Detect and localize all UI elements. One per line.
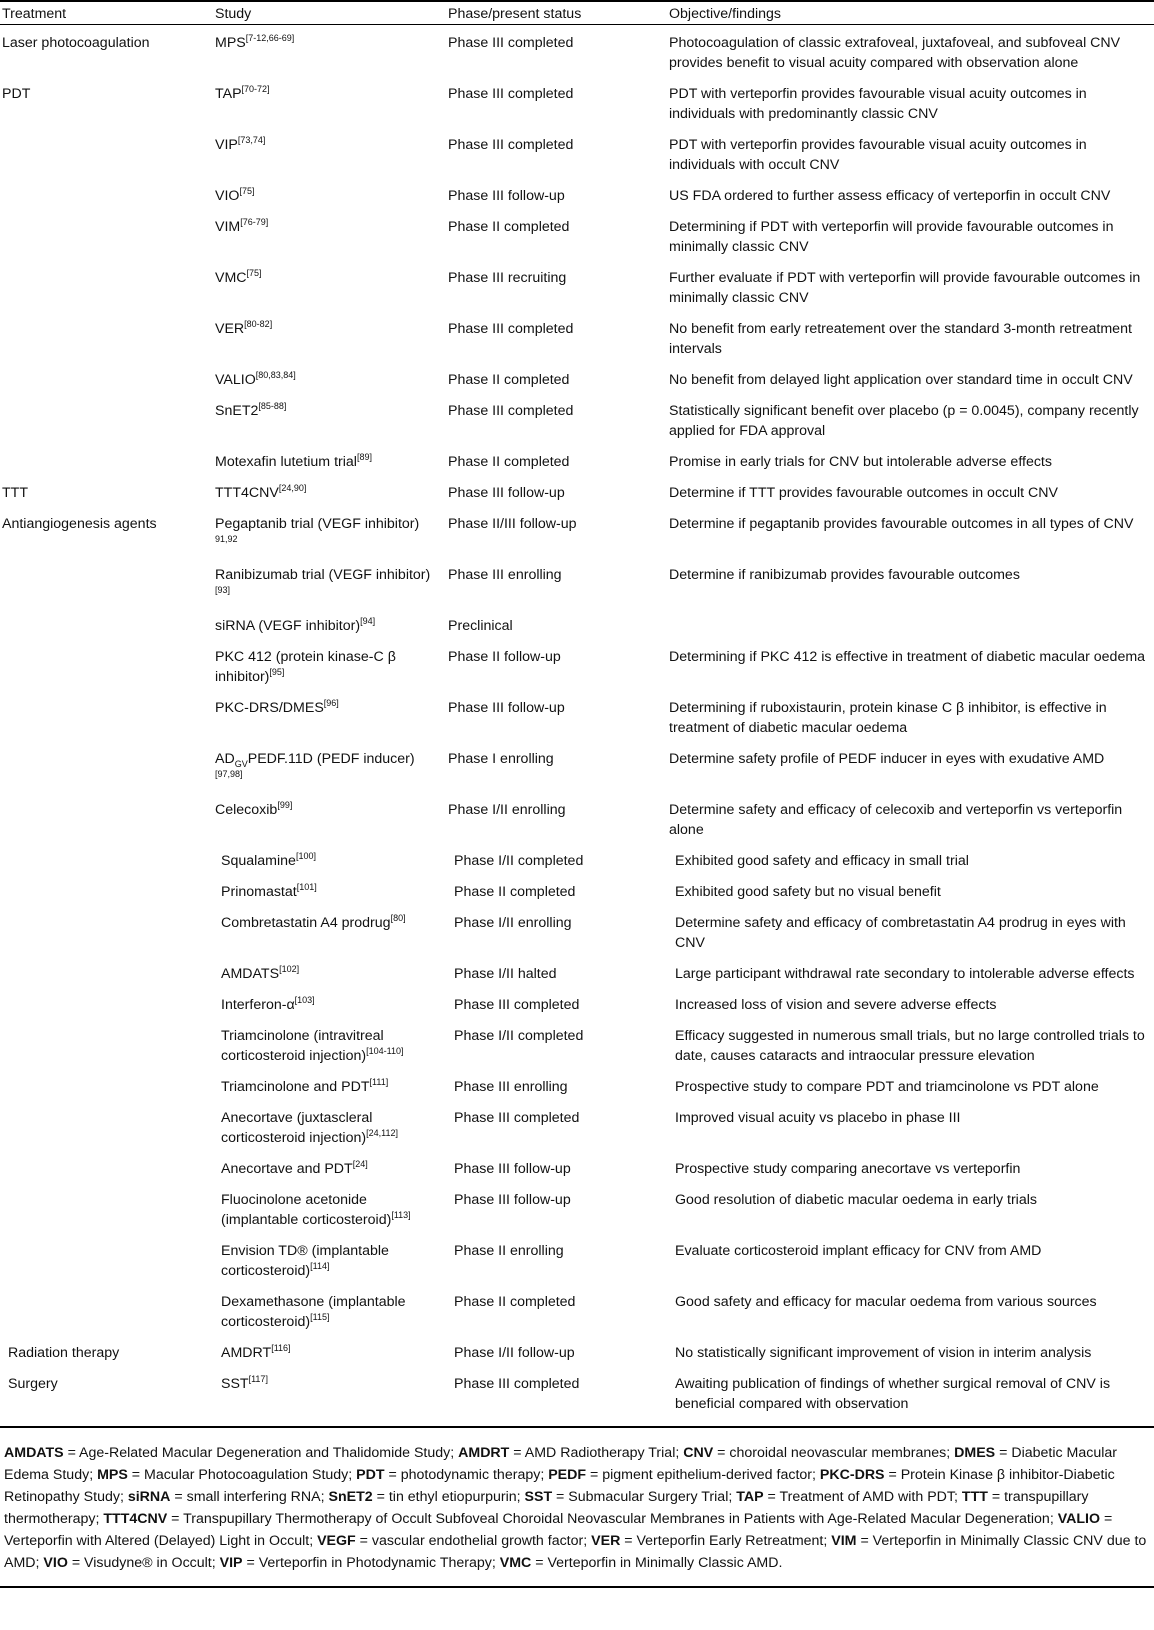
- abbreviation-term: VMC: [499, 1555, 532, 1571]
- cell-findings: Determine if ranibizumab provides favourable outcomes: [669, 567, 1020, 583]
- cell-status: Phase III completed: [454, 997, 580, 1013]
- abbreviation-term: MPS: [97, 1467, 128, 1483]
- study-name: TAP: [215, 86, 242, 102]
- cell-findings: No benefit from early retreatement over the standard 3-month retreatment intervals: [669, 321, 1132, 357]
- cell-treatment: [0, 212, 213, 263]
- table-row: [0, 509, 1154, 560]
- table-row: [0, 693, 1154, 744]
- cell-findings: Large participant withdrawal rate secondary to intolerable adverse effects: [675, 966, 1135, 982]
- table-row: [0, 611, 1154, 642]
- abbreviation-term: TAP: [736, 1489, 764, 1505]
- reference-superscript: [102]: [279, 964, 300, 974]
- cell-findings: Determine safety and efficacy of combretastatin A4 prodrug in eyes with CNV: [675, 915, 1126, 951]
- cell-study: [213, 478, 446, 509]
- cell-treatment: [0, 744, 213, 795]
- abbreviation-term: VEGF: [317, 1533, 356, 1549]
- cell-status: Phase III follow-up: [448, 188, 565, 204]
- abbreviation-definition: small interfering RNA: [186, 1489, 321, 1505]
- cell-treatment: Surgery: [8, 1376, 58, 1392]
- reference-superscript: [101]: [296, 882, 317, 892]
- reference-superscript: [94]: [360, 616, 376, 626]
- cell-study: [213, 314, 446, 365]
- cell-status: Phase III follow-up: [454, 1161, 571, 1177]
- cell-study: [213, 212, 446, 263]
- study-name: Fluocinolone acetonide (implantable corticosteroid): [221, 1192, 392, 1228]
- reference-superscript: [117]: [248, 1374, 268, 1384]
- table-row: [0, 877, 1154, 908]
- abbreviation-definition: Verteporfin Early Retreatment: [636, 1533, 824, 1549]
- table-row: [0, 79, 1154, 130]
- study-name: AMDATS: [221, 966, 280, 982]
- cell-findings: Good safety and efficacy for macular oedema from various sources: [675, 1294, 1097, 1310]
- cell-treatment: [0, 1236, 213, 1287]
- cell-study: [213, 693, 446, 744]
- abbreviation-definition: transpupillary thermotherapy: [4, 1489, 1089, 1527]
- study-name: Squalamine: [221, 853, 296, 869]
- study-name: Envision TD® (implantable corticosteroid): [221, 1243, 389, 1279]
- abbreviation-term: AMDRT: [458, 1445, 510, 1461]
- abbreviation-term: VIM: [831, 1533, 857, 1549]
- table-row: [0, 25, 1154, 80]
- cell-treatment: [0, 1154, 213, 1185]
- table-row: [0, 1021, 1154, 1072]
- study-name: SST: [221, 1376, 249, 1392]
- cell-treatment: [0, 693, 213, 744]
- cell-status: Phase II follow-up: [448, 649, 561, 665]
- abbreviation-definition: vascular endothelial growth factor: [371, 1533, 584, 1549]
- study-name: siRNA (VEGF inhibitor): [215, 618, 361, 634]
- cell-status: Phase II enrolling: [454, 1243, 564, 1259]
- abbreviation-definition: tin ethyl etiopurpurin: [388, 1489, 517, 1505]
- cell-treatment: [0, 795, 213, 846]
- cell-study: [213, 642, 446, 693]
- abbreviation-definition: Protein Kinase β inhibitor-Diabetic Retinopathy Study: [4, 1467, 1115, 1505]
- header-study: Study: [213, 1, 446, 25]
- table-row: [0, 990, 1154, 1021]
- cell-study: [213, 744, 446, 795]
- reference-superscript: [116]: [271, 1343, 291, 1353]
- table-row: [0, 212, 1154, 263]
- study-name: Prinomastat: [221, 884, 297, 900]
- cell-study: [213, 1287, 446, 1338]
- cell-study: [213, 959, 446, 990]
- cell-treatment: [0, 1185, 213, 1236]
- table-row: [0, 642, 1154, 693]
- header-row: [0, 1, 1154, 25]
- cell-findings: Evaluate corticosteroid implant efficacy for CNV from AMD: [675, 1243, 1042, 1259]
- cell-findings: PDT with verteporfin provides favourable visual acuity outcomes in individuals with predominantly classic CNV: [669, 86, 1087, 122]
- cell-study: [213, 130, 446, 181]
- cell-study: [213, 990, 446, 1021]
- cell-findings: Determining if PDT with verteporfin will provide favourable outcomes in minimally classic CNV: [669, 219, 1114, 255]
- cell-status: Phase III follow-up: [448, 700, 565, 716]
- cell-treatment: [0, 877, 213, 908]
- cell-status: Phase I/II enrolling: [454, 915, 572, 931]
- table-row: [0, 959, 1154, 990]
- cell-findings: Determining if ruboxistaurin, protein kinase C β inhibitor, is effective in treatment of diabetic macular oedema: [669, 700, 1107, 736]
- cell-findings: Awaiting publication of findings of whether surgical removal of CNV is beneficial compared with observation: [675, 1376, 1111, 1412]
- cell-findings: Photocoagulation of classic extrafoveal, juxtafoveal, and subfoveal CNV provides benefit to visual acuity compared with observation alone: [669, 35, 1121, 71]
- abbreviation-definition: Verteporfin with Altered (Delayed) Light in Occult: [4, 1533, 310, 1549]
- reference-superscript: [73,74]: [237, 135, 266, 145]
- table-row: [0, 1287, 1154, 1338]
- abbreviations-footnote: AMDATS = Age-Related Macular Degeneration and Thalidomide Study; AMDRT = AMD Radiotherapy Trial; CNV = choroidal neovascular membranes; DMES = Diabetic Macular Edema Study; MPS = Macular Photocoagulation Study; PDT = photodynamic therapy; PEDF = pigment epithelium-derived factor; PKC-DRS = Protein Kinase β inhibitor-Diabetic Retinopathy Study; siRNA = small interfering RNA; SnET2 = tin ethyl etiopurpurin; SST = Submacular Surgery Trial; TAP = Treatment of AMD with PDT; TTT = transpupillary thermotherapy; TTT4CNV = Transpupillary Thermotherapy of Occult Subfoveal Choroidal Neovascular Membranes in Patients with Age-Related Macular Degeneration; VALIO = Verteporfin with Altered (Delayed) Light in Occult; VEGF = vascular endothelial growth factor; VER = Verteporfin Early Retreatment; VIM = Verteporfin in Minimally Classic CNV due to AMD; VIO = Visudyne® in Occult; VIP = Verteporfin in Photodynamic Therapy; VMC = Verteporfin in Minimally Classic AMD.: [0, 1428, 1154, 1588]
- reference-superscript: [85-88]: [258, 401, 287, 411]
- cell-findings: PDT with verteporfin provides favourable visual acuity outcomes in individuals with occult CNV: [669, 137, 1087, 173]
- cell-status: Phase III completed: [448, 86, 574, 102]
- reference-superscript: [76-79]: [240, 217, 269, 227]
- cell-findings: Promise in early trials for CNV but intolerable adverse effects: [669, 454, 1052, 470]
- study-name: VIM: [215, 219, 241, 235]
- reference-superscript: [104-110]: [366, 1046, 404, 1056]
- reference-superscript: [115]: [310, 1312, 330, 1322]
- cell-status: Phase III completed: [454, 1376, 580, 1392]
- abbreviation-definition: Transpupillary Thermotherapy of Occult Subfoveal Choroidal Neovascular Membranes in Patients with Age-Related Macular Degeneration: [183, 1511, 1050, 1527]
- abbreviation-definition: Verteporfin in Minimally Classic AMD.: [547, 1555, 783, 1571]
- cell-treatment: [0, 1287, 213, 1338]
- cell-treatment: [0, 365, 213, 396]
- cell-findings: Determine if pegaptanib provides favourable outcomes in all types of CNV: [669, 516, 1134, 532]
- cell-study: [213, 1154, 446, 1185]
- cell-study: [213, 1103, 446, 1154]
- table-row: [0, 1236, 1154, 1287]
- reference-superscript: [114]: [310, 1261, 330, 1271]
- cell-status: Phase II completed: [448, 454, 570, 470]
- study-name: TTT4CNV: [215, 485, 279, 501]
- cell-status: Phase III follow-up: [448, 485, 565, 501]
- cell-study: [213, 1369, 446, 1420]
- cell-study: [213, 447, 446, 478]
- cell-status: Phase I/II enrolling: [448, 802, 566, 818]
- cell-study: [213, 611, 446, 642]
- cell-status: Phase I/II completed: [454, 853, 584, 869]
- table-row: [0, 1154, 1154, 1185]
- cell-findings: No statistically significant improvement of vision in interim analysis: [675, 1345, 1092, 1361]
- abbreviation-term: siRNA: [127, 1489, 171, 1505]
- abbreviation-definition: Treatment of AMD with PDT: [779, 1489, 955, 1505]
- cell-status: Phase II completed: [448, 219, 570, 235]
- study-name: SnET2: [215, 403, 259, 419]
- study-name: VIP: [215, 137, 238, 153]
- abbreviation-definition: Submacular Surgery Trial: [568, 1489, 729, 1505]
- reference-superscript: 91,92: [215, 534, 238, 544]
- table-row: [0, 314, 1154, 365]
- study-name: Interferon-α: [221, 997, 295, 1013]
- table-row: [0, 744, 1154, 795]
- abbreviation-definition: Age-Related Macular Degeneration and Thalidomide Study: [79, 1445, 451, 1461]
- reference-superscript: [111]: [369, 1077, 389, 1087]
- cell-study: [213, 877, 446, 908]
- cell-status: Phase I/II follow-up: [454, 1345, 575, 1361]
- reference-superscript: [100]: [295, 851, 316, 861]
- reference-superscript: [80,83,84]: [255, 370, 296, 380]
- cell-status: Phase II completed: [454, 1294, 576, 1310]
- cell-status: Phase I/II completed: [454, 1028, 584, 1044]
- study-subscript: GV: [234, 758, 248, 769]
- cell-study: [213, 365, 446, 396]
- cell-treatment: PDT: [2, 86, 31, 102]
- reference-superscript: [95]: [269, 667, 285, 677]
- abbreviation-term: AMDATS: [4, 1445, 64, 1461]
- cell-status: Phase III recruiting: [448, 270, 567, 286]
- cell-findings: Prospective study comparing anecortave vs verteporfin: [675, 1161, 1021, 1177]
- study-name: Celecoxib: [215, 802, 278, 818]
- cell-status: Phase III completed: [448, 35, 574, 51]
- abbreviation-term: VIO: [43, 1555, 68, 1571]
- cell-study: [213, 263, 446, 314]
- cell-findings: Determining if PKC 412 is effective in treatment of diabetic macular oedema: [669, 649, 1146, 665]
- cell-findings: Exhibited good safety and efficacy in small trial: [675, 853, 969, 869]
- cell-status: Phase III enrolling: [454, 1079, 568, 1095]
- table-row: [0, 1072, 1154, 1103]
- cell-findings: Determine safety and efficacy of celecoxib and verteporfin vs verteporfin alone: [669, 802, 1123, 838]
- cell-findings: Determine if TTT provides favourable outcomes in occult CNV: [669, 485, 1059, 501]
- cell-study: [213, 908, 446, 959]
- cell-study: [213, 846, 446, 877]
- table-body: [0, 25, 1154, 1421]
- study-name: VER: [215, 321, 245, 337]
- reference-superscript: [113]: [391, 1210, 411, 1220]
- cell-study: [213, 560, 446, 611]
- cell-status: Phase III completed: [454, 1110, 580, 1126]
- cell-study: [213, 181, 446, 212]
- study-name: PKC 412 (protein kinase-C β inhibitor): [215, 649, 396, 685]
- table-row: [0, 130, 1154, 181]
- table-row: [0, 263, 1154, 314]
- cell-status: Phase II completed: [448, 372, 570, 388]
- study-name: Triamcinolone and PDT: [221, 1079, 370, 1095]
- cell-treatment: [0, 611, 213, 642]
- cell-treatment: [0, 990, 213, 1021]
- abbreviation-term: VIP: [219, 1555, 243, 1571]
- cell-treatment: [0, 846, 213, 877]
- reference-superscript: [75]: [239, 186, 255, 196]
- cell-findings: Improved visual acuity vs placebo in phase III: [675, 1110, 961, 1126]
- abbreviation-definition: Verteporfin in Photodynamic Therapy: [258, 1555, 492, 1571]
- abbreviation-definition: AMD Radiotherapy Trial: [524, 1445, 676, 1461]
- cell-findings: Prospective study to compare PDT and triamcinolone vs PDT alone: [675, 1079, 1099, 1095]
- table-row: [0, 795, 1154, 846]
- study-name: Combretastatin A4 prodrug: [221, 915, 391, 931]
- table-row: [0, 478, 1154, 509]
- reference-superscript: [24,90]: [278, 483, 307, 493]
- cell-status: Phase III completed: [448, 403, 574, 419]
- abbreviation-definition: pigment epithelium-derived factor: [602, 1467, 812, 1483]
- cell-treatment: [0, 447, 213, 478]
- cell-findings: Exhibited good safety but no visual benefit: [675, 884, 941, 900]
- table-row: [0, 908, 1154, 959]
- table-row: [0, 846, 1154, 877]
- cell-findings: Further evaluate if PDT with verteporfin will provide favourable outcomes in minimally classic CNV: [669, 270, 1141, 306]
- cell-status: Phase III completed: [448, 321, 574, 337]
- table-row: [0, 365, 1154, 396]
- study-name: Triamcinolone (intravitreal corticosteroid injection): [221, 1028, 384, 1064]
- reference-superscript: [93]: [215, 585, 231, 595]
- cell-treatment: [0, 396, 213, 447]
- study-prefix: AD: [215, 751, 235, 767]
- abbreviation-definition: photodynamic therapy: [400, 1467, 541, 1483]
- header-status: Phase/present status: [446, 1, 667, 25]
- abbreviation-term: SnET2: [328, 1489, 373, 1505]
- cell-findings: Increased loss of vision and severe adverse effects: [675, 997, 997, 1013]
- cell-treatment: [0, 908, 213, 959]
- abbreviation-definition: Diabetic Macular Edema Study: [4, 1445, 1117, 1483]
- cell-treatment: [0, 1021, 213, 1072]
- reference-superscript: [80]: [390, 913, 406, 923]
- study-name: Anecortave and PDT: [221, 1161, 353, 1177]
- reference-superscript: [7-12,66-69]: [245, 33, 295, 43]
- abbreviation-term: PDT: [356, 1467, 385, 1483]
- abbreviation-term: CNV: [683, 1445, 714, 1461]
- cell-treatment: [0, 959, 213, 990]
- table-header: [0, 1, 1154, 25]
- table-row: [0, 1369, 1154, 1420]
- table-row: [0, 560, 1154, 611]
- cell-treatment: [0, 642, 213, 693]
- abbreviation-term: PEDF: [548, 1467, 587, 1483]
- abbreviation-definition: Verteporfin in Minimally Classic CNV due to AMD: [4, 1533, 1147, 1571]
- cell-study: [213, 1185, 446, 1236]
- study-name: AMDRT: [221, 1345, 272, 1361]
- cell-findings: Good resolution of diabetic macular oedema in early trials: [675, 1192, 1037, 1208]
- study-name: Pegaptanib trial (VEGF inhibitor): [215, 516, 420, 532]
- abbreviation-definition: choroidal neovascular membranes: [729, 1445, 947, 1461]
- cell-treatment: [0, 130, 213, 181]
- reference-superscript: [96]: [323, 698, 339, 708]
- abbreviation-term: SST: [524, 1489, 553, 1505]
- abbreviation-term: VER: [591, 1533, 621, 1549]
- cell-status: Phase II completed: [454, 884, 576, 900]
- cell-status: Phase III completed: [448, 137, 574, 153]
- cell-study: [213, 79, 446, 130]
- header-treatment: Treatment: [0, 1, 213, 25]
- cell-study: [213, 396, 446, 447]
- reference-superscript: [103]: [294, 995, 315, 1005]
- cell-findings: US FDA ordered to further assess efficacy of verteporfin in occult CNV: [669, 188, 1111, 204]
- abbreviation-term: DMES: [954, 1445, 996, 1461]
- cell-status: Phase III enrolling: [448, 567, 562, 583]
- cell-treatment: Laser photocoagulation: [2, 35, 150, 51]
- study-name: PKC-DRS/DMES: [215, 700, 324, 716]
- cell-study: [213, 1072, 446, 1103]
- abbreviation-term: PKC-DRS: [819, 1467, 885, 1483]
- cell-findings: Efficacy suggested in numerous small trials, but no large controlled trials to date, causes cataracts and intraocular pressure elevation: [675, 1028, 1145, 1064]
- cell-findings: Statistically significant benefit over placebo (p = 0.0045), company recently applied for FDA approval: [669, 403, 1139, 439]
- cell-study: [213, 509, 446, 560]
- abbreviation-definition: Macular Photocoagulation Study: [144, 1467, 349, 1483]
- table-row: [0, 181, 1154, 212]
- cell-treatment: [0, 181, 213, 212]
- table-row: [0, 1338, 1154, 1369]
- cell-treatment: [0, 560, 213, 611]
- cell-findings: [667, 611, 1154, 642]
- reference-superscript: [24]: [352, 1159, 368, 1169]
- cell-findings: No benefit from delayed light application over standard time in occult CNV: [669, 372, 1133, 388]
- table-row: [0, 1103, 1154, 1154]
- reference-superscript: [99]: [277, 800, 293, 810]
- abbreviation-term: TTT: [961, 1489, 988, 1505]
- study-name: Anecortave (juxtascleral corticosteroid injection): [221, 1110, 373, 1146]
- table-row: [0, 447, 1154, 478]
- cell-status: Phase I enrolling: [448, 751, 554, 767]
- reference-superscript: [24,112]: [366, 1128, 398, 1138]
- reference-superscript: [80-82]: [244, 319, 273, 329]
- cell-treatment: [0, 314, 213, 365]
- cell-study: [213, 25, 446, 80]
- study-name: Motexafin lutetium trial: [215, 454, 357, 470]
- cell-status: Preclinical: [448, 618, 513, 634]
- header-findings: Objective/findings: [667, 1, 1154, 25]
- study-name: VALIO: [215, 372, 256, 388]
- table-row: [0, 1185, 1154, 1236]
- study-name: VMC: [215, 270, 247, 286]
- cell-treatment: Radiation therapy: [8, 1345, 120, 1361]
- cell-treatment: Antiangiogenesis agents: [2, 516, 157, 532]
- cell-treatment: [0, 1103, 213, 1154]
- cell-status: Phase I/II halted: [454, 966, 557, 982]
- cell-study: [213, 1236, 446, 1287]
- cell-study: [213, 795, 446, 846]
- reference-superscript: [75]: [246, 268, 262, 278]
- cell-study: [213, 1338, 446, 1369]
- table-row: [0, 396, 1154, 447]
- cell-treatment: TTT: [2, 485, 28, 501]
- study-name: Dexamethasone (implantable corticosteroid): [221, 1294, 406, 1330]
- study-name: MPS: [215, 35, 246, 51]
- study-name: PEDF.11D (PEDF inducer): [247, 751, 415, 767]
- cell-treatment: [0, 1072, 213, 1103]
- abbreviation-definition: Visudyne® in Occult: [84, 1555, 212, 1571]
- study-name: Ranibizumab trial (VEGF inhibitor): [215, 567, 431, 583]
- cell-status: Phase III follow-up: [454, 1192, 571, 1208]
- study-name: VIO: [215, 188, 240, 204]
- reference-superscript: [89]: [356, 452, 372, 462]
- cell-treatment: [0, 263, 213, 314]
- cell-findings: Determine safety profile of PEDF inducer in eyes with exudative AMD: [669, 751, 1105, 767]
- cell-status: Phase II/III follow-up: [448, 516, 577, 532]
- abbreviation-term: TTT4CNV: [103, 1511, 168, 1527]
- reference-superscript: [70-72]: [241, 84, 270, 94]
- abbreviation-term: VALIO: [1057, 1511, 1101, 1527]
- cell-study: [213, 1021, 446, 1072]
- reference-superscript: [97,98]: [215, 769, 243, 779]
